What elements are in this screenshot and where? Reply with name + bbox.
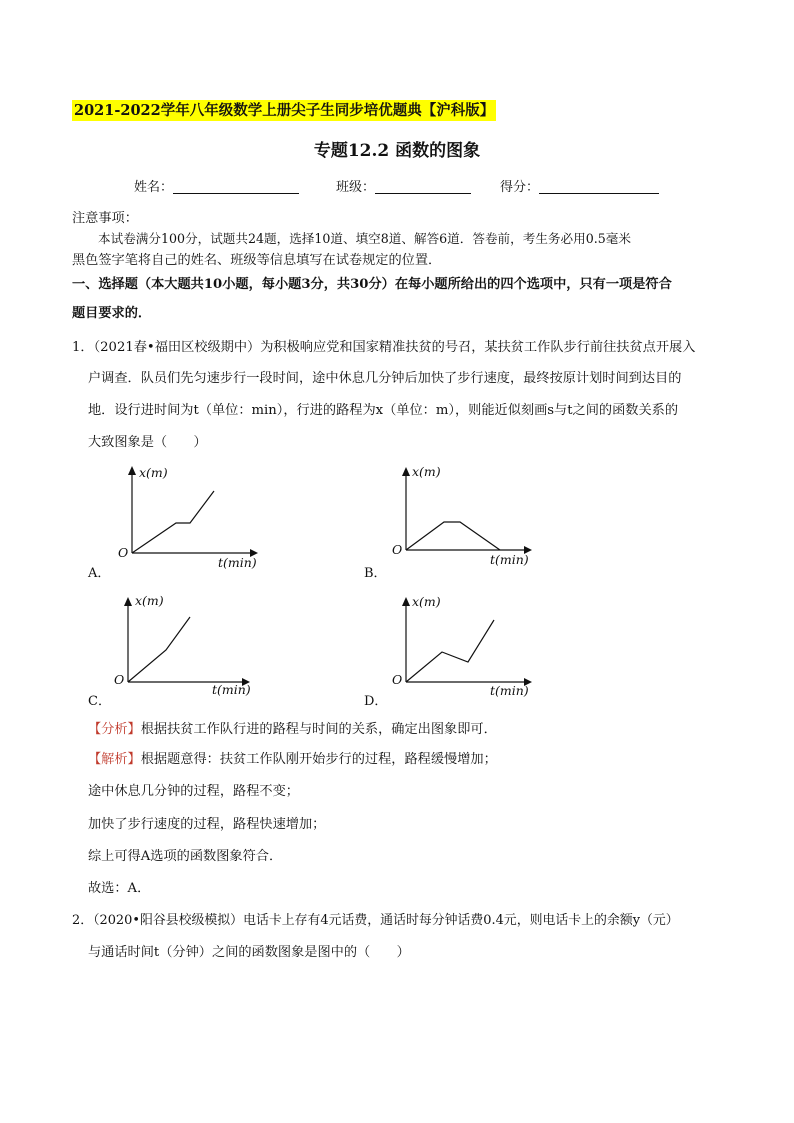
option-d-graph[interactable]	[364, 590, 544, 708]
notice-line-2: 黑色签字笔将自己的姓名、班级等信息填写在试卷规定的位置．	[72, 253, 442, 268]
solution-line-3: 加快了步行速度的过程，路程快速增加；	[88, 817, 326, 832]
section-heading-line-1: 一、选择题（本大题共10小题，每小题3分，共30分）在每小题所给出的四个选项中，只有一项是符合	[72, 277, 672, 292]
class-field[interactable]	[336, 176, 471, 195]
analysis-line	[88, 718, 497, 737]
q2-line-2: 与通话时间t（分钟）之间的函数图象是图中的（ ）	[88, 945, 410, 960]
y-axis-arrow	[402, 467, 410, 476]
origin-label: O	[118, 545, 129, 560]
answer-line: 故选：A．	[88, 881, 151, 896]
score-blank[interactable]	[539, 179, 659, 194]
y-axis-label: x(m)	[135, 593, 164, 608]
option-a-graph[interactable]	[88, 463, 268, 581]
x-axis-label: t(min)	[490, 552, 529, 567]
q1-line-4: 大致图象是（ ）	[88, 435, 207, 450]
origin-label: O	[392, 542, 403, 557]
x-axis-label: t(min)	[490, 683, 529, 698]
analysis-text: 根据扶贫工作队行进的路程与时间的关系，确定出图象即可．	[140, 722, 497, 737]
x-axis-label: t(min)	[218, 555, 257, 570]
graph-d-line	[406, 620, 494, 682]
name-field[interactable]	[134, 176, 299, 195]
class-blank[interactable]	[375, 179, 471, 194]
name-label: 姓名：	[134, 180, 174, 195]
q1-line-3: 地．设行进时间为t（单位：min），行进的路程为x（单位：m），则能近似刻画s与t之间的函数关系的	[88, 403, 679, 418]
y-axis-label: x(m)	[412, 594, 441, 609]
graph-a-line	[132, 491, 214, 553]
origin-label: O	[392, 672, 403, 687]
graph-c-line	[128, 617, 190, 682]
option-b-graph[interactable]	[364, 462, 544, 580]
y-axis-label: x(m)	[412, 464, 441, 479]
y-axis-label: x(m)	[139, 465, 168, 480]
page-title: 专题12.2 函数的图象	[313, 141, 481, 161]
notice-line-1: 本试卷满分100分，试题共24题，选择10道、填空8道、解答6道．答卷前，考生务必用0.5毫米	[98, 231, 631, 246]
solution-line-2: 途中休息几分钟的过程，路程不变；	[88, 784, 299, 799]
solution-line-1	[88, 748, 497, 767]
y-axis-arrow	[124, 597, 132, 606]
option-d-label: D．	[364, 694, 388, 709]
solution-tag: 【解析】	[88, 752, 141, 767]
option-b-label: B．	[364, 566, 387, 581]
x-axis-label: t(min)	[212, 682, 251, 697]
score-field[interactable]	[500, 176, 659, 195]
q1-line-2: 户调查．队员们先匀速步行一段时间，途中休息几分钟后加快了步行速度，最终按原计划时间到达目的	[88, 371, 682, 386]
option-a-label: A．	[88, 566, 111, 581]
name-blank[interactable]	[173, 179, 299, 194]
series-title: 2021-2022学年八年级数学上册尖子生同步培优题典【沪科版】	[74, 102, 495, 119]
analysis-tag: 【分析】	[88, 722, 141, 737]
solution-line-4: 综上可得A选项的函数图象符合．	[88, 849, 283, 864]
q2-line-1: 2．（2020•阳谷县校级模拟）电话卡上存有4元话费，通话时每分钟话费0.4元，则电话卡上的余额y（元）	[72, 913, 679, 928]
q1-line-1: 1．（2021春•福田区校级期中）为积极响应党和国家精准扶贫的号召，某扶贫工作队步行前往扶贫点开展入	[72, 340, 696, 355]
option-c-label: C．	[88, 694, 111, 709]
section-heading-line-2: 题目要求的．	[72, 306, 152, 321]
class-label: 班级：	[336, 180, 376, 195]
score-label: 得分：	[500, 180, 540, 195]
option-c-graph[interactable]	[88, 590, 268, 708]
y-axis-arrow	[128, 466, 136, 475]
graph-b-line	[406, 522, 500, 550]
origin-label: O	[114, 672, 125, 687]
solution-text-1: 根据题意得：扶贫工作队刚开始步行的过程，路程缓慢增加；	[140, 752, 497, 767]
notice-heading: 注意事项：	[72, 211, 138, 226]
y-axis-arrow	[402, 597, 410, 606]
